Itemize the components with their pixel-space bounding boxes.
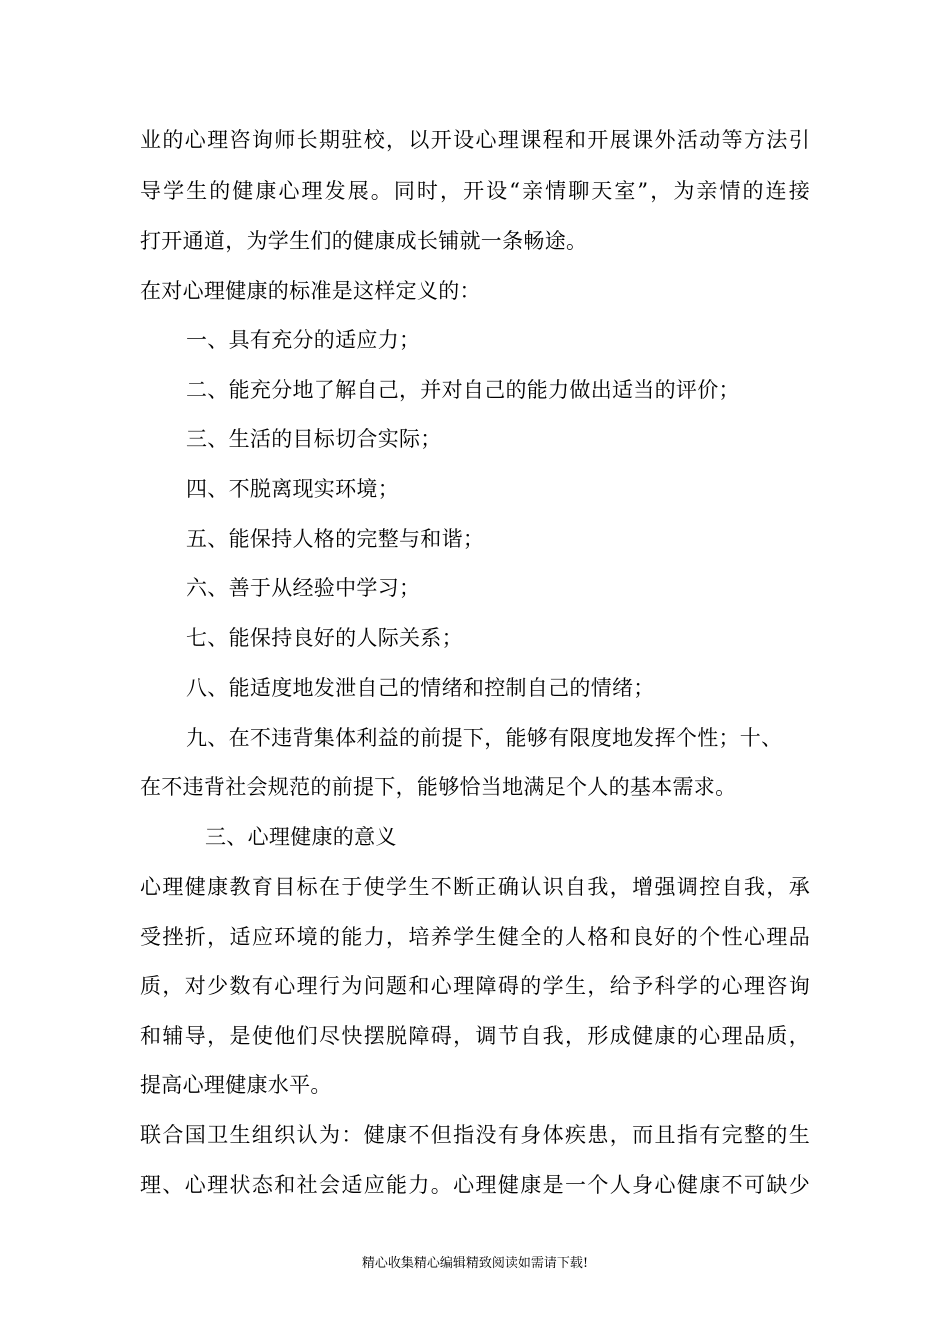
paragraph-line: 打开通道，为学生们的健康成长铺就一条畅途。	[140, 229, 588, 253]
paragraph-line: 理、心理状态和社会适应能力。心理健康是一个人身心健康不可缺少	[140, 1173, 810, 1197]
list-item: 三、生活的目标切合实际；	[186, 427, 442, 451]
section-heading: 三、心理健康的意义	[205, 825, 397, 849]
paragraph-line: 心理健康教育目标在于使学生不断正确认识自我，增强调控自我，承	[140, 875, 810, 899]
paragraph-line: 业的心理咨询师长期驻校，以开设心理课程和开展课外活动等方法引	[140, 128, 810, 152]
paragraph-line: 联合国卫生组织认为：健康不但指没有身体疾患，而且指有完整的生	[140, 1123, 810, 1147]
list-item: 五、能保持人格的完整与和谐；	[186, 527, 485, 551]
list-item: 二、能充分地了解自己，并对自己的能力做出适当的评价；	[186, 378, 740, 402]
list-item: 八、能适度地发泄自己的情绪和控制自己的情绪；	[186, 676, 655, 700]
paragraph-line: 质，对少数有心理行为问题和心理障碍的学生，给予科学的心理咨询	[140, 974, 810, 998]
paragraph-line: 受挫折，适应环境的能力，培养学生健全的人格和良好的个性心理品	[140, 925, 810, 949]
list-item: 七、能保持良好的人际关系；	[186, 626, 463, 650]
list-item: 一、具有充分的适应力；	[186, 328, 421, 352]
paragraph-line: 在不违背社会规范的前提下，能够恰当地满足个人的基本需求。	[140, 775, 737, 799]
list-item: 六、善于从经验中学习；	[186, 576, 421, 600]
list-item: 四、不脱离现实环境；	[186, 477, 399, 501]
paragraph-line: 提高心理健康水平。	[140, 1073, 332, 1097]
page-footer: 精心收集精心编辑精致阅读如需请下载!	[361, 1256, 589, 1271]
paragraph-line: 导学生的健康心理发展。同时，开设“亲情聊天室”，为亲情的连接	[140, 179, 810, 203]
paragraph-line: 和辅导，是使他们尽快摆脱障碍，调节自我，形成健康的心理品质，	[140, 1024, 810, 1048]
paragraph-line: 在对心理健康的标准是这样定义的：	[140, 279, 481, 303]
list-item: 九、在不违背集体利益的前提下，能够有限度地发挥个性；十、	[186, 726, 783, 750]
